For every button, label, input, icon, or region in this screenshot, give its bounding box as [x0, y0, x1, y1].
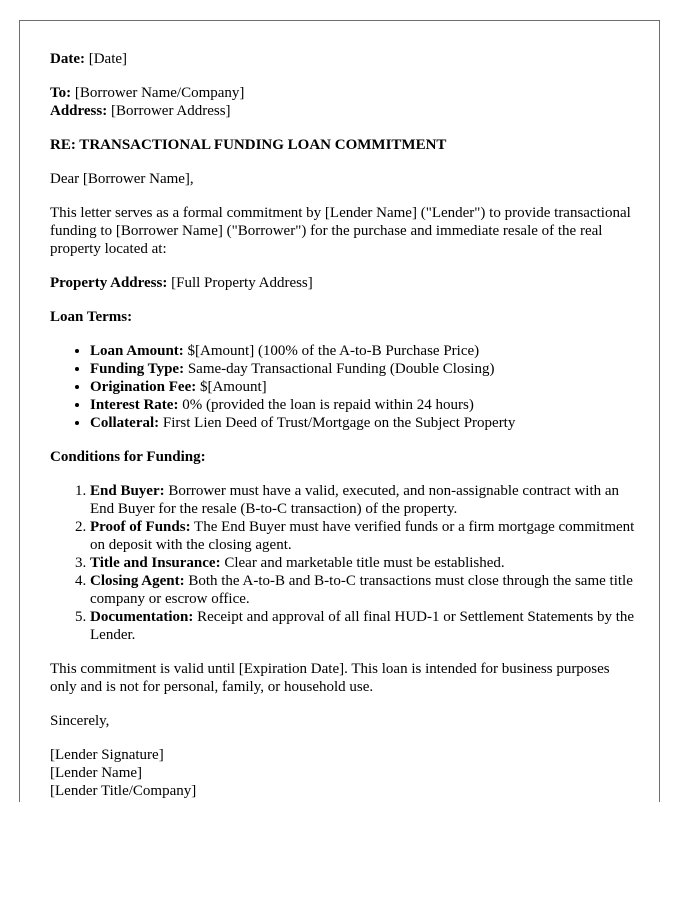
address-label: Address: — [50, 103, 108, 119]
property-label: Property Address: — [50, 275, 168, 291]
list-item — [90, 414, 640, 432]
lender-title-line: [Lender Title/Company] — [50, 783, 197, 799]
list-item — [90, 572, 640, 608]
address-value: [Borrower Address] — [107, 103, 231, 119]
term-value: 0% (provided the loan is repaid within 24 hours) — [178, 397, 474, 413]
condition-label: Documentation: — [90, 609, 194, 625]
list-item — [90, 360, 640, 378]
condition-value: Clear and marketable title must be established. — [220, 555, 505, 571]
term-label: Collateral: — [90, 415, 160, 431]
list-item — [90, 378, 640, 396]
condition-label: Proof of Funds: — [90, 519, 191, 535]
condition-label: End Buyer: — [90, 483, 165, 499]
condition-value: Receipt and approval of all final HUD-1 or Settlement Statements by the Lender. — [90, 609, 635, 643]
letter-page — [19, 20, 660, 802]
condition-label: Title and Insurance: — [90, 555, 221, 571]
list-item — [90, 608, 640, 644]
signature-line: [Lender Signature] — [50, 747, 164, 763]
list-item — [90, 554, 640, 572]
condition-value: The End Buyer must have verified funds or a firm mortgage commitment on deposit with the closing agent. — [90, 519, 635, 553]
salutation: Dear [Borrower Name], — [50, 171, 194, 187]
date-value: [Date] — [84, 51, 128, 67]
property-address-line — [50, 274, 640, 292]
list-item — [90, 482, 640, 518]
property-value: [Full Property Address] — [167, 275, 313, 291]
term-label: Interest Rate: — [90, 397, 179, 413]
loan-terms-list — [50, 342, 640, 432]
date-label: Date: — [50, 51, 85, 67]
validity-paragraph: This commitment is valid until [Expiration Date]. This loan is intended for business purposes only and is not for personal, family, or household use. — [50, 661, 610, 695]
term-value: Same-day Transactional Funding (Double Closing) — [184, 361, 495, 377]
re-line: RE: TRANSACTIONAL FUNDING LOAN COMMITMENT — [50, 137, 447, 153]
term-value: $[Amount] — [196, 379, 267, 395]
conditions-list — [50, 482, 640, 644]
term-label: Loan Amount: — [90, 343, 184, 359]
lender-name-line: [Lender Name] — [50, 765, 143, 781]
list-item — [90, 396, 640, 414]
list-item — [90, 518, 640, 554]
date-line — [50, 50, 640, 68]
intro-paragraph: This letter serves as a formal commitment by [Lender Name] ("Lender") to provide transactional funding to [Borrower Name] ("Borrower") for the purchase and immediate resale of the real property located at: — [50, 205, 631, 257]
closing-line: Sincerely, — [50, 713, 110, 729]
conditions-heading: Conditions for Funding: — [50, 449, 206, 465]
condition-label: Closing Agent: — [90, 573, 185, 589]
to-label: To: — [50, 85, 72, 101]
condition-value: Borrower must have a valid, executed, and non-assignable contract with an End Buyer for the resale (B-to-C transaction) of the property. — [90, 483, 620, 517]
term-label: Origination Fee: — [90, 379, 197, 395]
term-value: $[Amount] (100% of the A-to-B Purchase Price) — [183, 343, 480, 359]
loan-terms-heading: Loan Terms: — [50, 309, 133, 325]
to-value: [Borrower Name/Company] — [71, 85, 245, 101]
signature-block — [50, 746, 640, 800]
address-line — [50, 102, 640, 120]
list-item — [90, 342, 640, 360]
term-label: Funding Type: — [90, 361, 185, 377]
letter-content — [50, 50, 640, 816]
to-line — [50, 84, 640, 102]
condition-value: Both the A-to-B and B-to-C transactions must close through the same title company or escrow office. — [90, 573, 633, 607]
term-value: First Lien Deed of Trust/Mortgage on the Subject Property — [159, 415, 516, 431]
